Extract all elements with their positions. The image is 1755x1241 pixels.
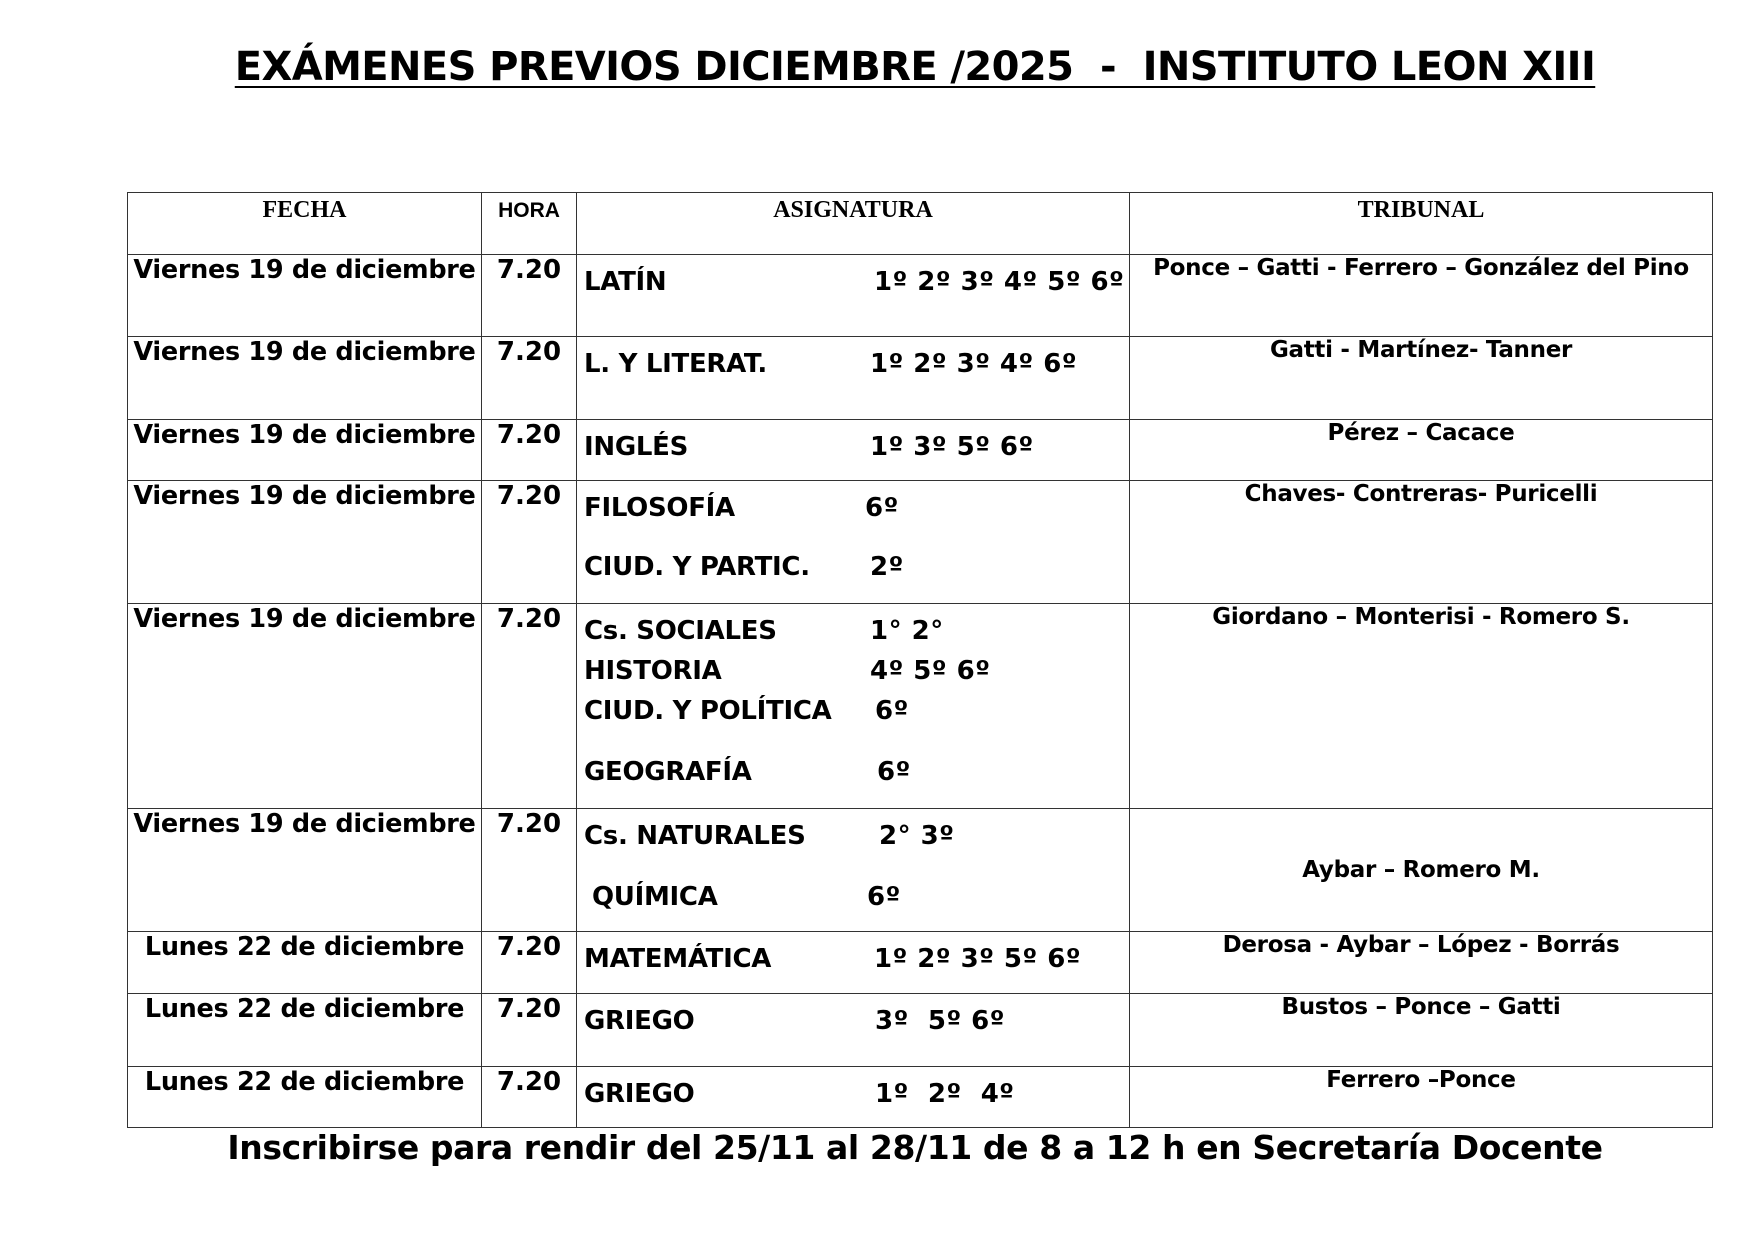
tribunal-cell: Bustos – Ponce – Gatti xyxy=(1130,994,1713,1067)
table-row xyxy=(128,809,1713,932)
hora-cell: 7.20 xyxy=(482,255,577,337)
table-row xyxy=(128,420,1713,481)
tribunal-cell: Pérez – Cacace xyxy=(1130,420,1713,481)
subject-entry xyxy=(577,749,1129,789)
subject-courses: 6º xyxy=(867,882,901,912)
header-hora: HORA xyxy=(482,193,577,255)
table-row xyxy=(128,604,1713,809)
subject-courses: 1º 3º 5º 6º xyxy=(870,432,1034,462)
fecha-cell: Viernes 19 de diciembre xyxy=(128,809,482,932)
fecha-cell: Lunes 22 de diciembre xyxy=(128,932,482,994)
exam-schedule-table xyxy=(127,192,1713,1128)
subject-name: QUÍMICA xyxy=(592,882,718,912)
subject-entry xyxy=(577,998,1129,1038)
subject-name: INGLÉS xyxy=(584,432,689,462)
hora-cell: 7.20 xyxy=(482,420,577,481)
table-header-row xyxy=(128,193,1713,255)
hora-cell: 7.20 xyxy=(482,932,577,994)
asignatura-cell xyxy=(577,255,1130,337)
hora-cell: 7.20 xyxy=(482,994,577,1067)
subject-courses: 1º 2º 3º 5º 6º xyxy=(874,944,1081,974)
registration-note: Inscribirse para rendir del 25/11 al 28/11 de 8 a 12 h en Secretaría Docente xyxy=(227,1128,1603,1167)
page-title: EXÁMENES PREVIOS DICIEMBRE /2025 - INSTITUTO LEON XIII xyxy=(234,44,1596,90)
fecha-cell: Viernes 19 de diciembre xyxy=(128,337,482,420)
table-row xyxy=(128,481,1713,604)
subject-courses: 1º 2º 4º xyxy=(875,1079,1015,1109)
subject-entry xyxy=(577,874,1129,914)
subject-courses: 4º 5º 6º xyxy=(870,656,991,686)
subject-entry xyxy=(577,688,1129,728)
header-asignatura: ASIGNATURA xyxy=(577,193,1130,255)
subject-entry xyxy=(577,936,1129,976)
table-row xyxy=(128,932,1713,994)
subject-name: FILOSOFÍA xyxy=(584,493,735,523)
tribunal-cell: Ponce – Gatti - Ferrero – González del Pino xyxy=(1130,255,1713,337)
subject-courses: 1° 2° xyxy=(870,616,944,646)
tribunal-cell: Giordano – Monterisi - Romero S. xyxy=(1130,604,1713,809)
asignatura-cell xyxy=(577,420,1130,481)
subject-name: HISTORIA xyxy=(584,656,722,686)
subject-courses: 2° 3º xyxy=(879,821,955,851)
tribunal-cell: Aybar – Romero M. xyxy=(1130,809,1713,932)
fecha-cell: Viernes 19 de diciembre xyxy=(128,420,482,481)
fecha-cell: Viernes 19 de diciembre xyxy=(128,604,482,809)
asignatura-cell xyxy=(577,1067,1130,1128)
subject-courses: 1º 2º 3º 4º 5º 6º xyxy=(874,267,1125,297)
asignatura-cell xyxy=(577,604,1130,809)
subject-courses: 3º 5º 6º xyxy=(875,1006,1005,1036)
subject-courses: 6º xyxy=(875,696,909,726)
asignatura-cell xyxy=(577,809,1130,932)
subject-entry xyxy=(577,608,1129,648)
hora-cell: 7.20 xyxy=(482,1067,577,1128)
table-row xyxy=(128,255,1713,337)
asignatura-cell xyxy=(577,932,1130,994)
fecha-cell: Lunes 22 de diciembre xyxy=(128,994,482,1067)
subject-entry xyxy=(577,544,1129,584)
asignatura-cell xyxy=(577,337,1130,420)
subject-entry xyxy=(577,1071,1129,1111)
table-row xyxy=(128,337,1713,420)
subject-name: CIUD. Y POLÍTICA xyxy=(584,696,832,726)
asignatura-cell xyxy=(577,994,1130,1067)
tribunal-cell: Chaves- Contreras- Puricelli xyxy=(1130,481,1713,604)
asignatura-cell xyxy=(577,481,1130,604)
subject-name: L. Y LITERAT. xyxy=(584,349,768,379)
table-row xyxy=(128,1067,1713,1128)
subject-name: GRIEGO xyxy=(584,1079,695,1109)
tribunal-cell: Gatti - Martínez- Tanner xyxy=(1130,337,1713,420)
tribunal-cell: Ferrero –Ponce xyxy=(1130,1067,1713,1128)
subject-name: LATÍN xyxy=(584,267,667,297)
subject-name: CIUD. Y PARTIC. xyxy=(584,552,810,582)
subject-courses: 6º xyxy=(877,757,911,787)
hora-cell: 7.20 xyxy=(482,481,577,604)
subject-name: Cs. NATURALES xyxy=(584,821,806,851)
tribunal-cell: Derosa - Aybar – López - Borrás xyxy=(1130,932,1713,994)
hora-cell: 7.20 xyxy=(482,809,577,932)
subject-courses: 2º xyxy=(870,552,904,582)
subject-courses: 6º xyxy=(865,493,899,523)
fecha-cell: Viernes 19 de diciembre xyxy=(128,255,482,337)
hora-cell: 7.20 xyxy=(482,337,577,420)
subject-entry xyxy=(577,424,1129,464)
subject-entry xyxy=(577,648,1129,688)
fecha-cell: Viernes 19 de diciembre xyxy=(128,481,482,604)
subject-courses: 1º 2º 3º 4º 6º xyxy=(870,349,1077,379)
subject-name: MATEMÁTICA xyxy=(584,944,772,974)
header-tribunal: TRIBUNAL xyxy=(1130,193,1713,255)
subject-entry xyxy=(577,341,1129,381)
table-row xyxy=(128,994,1713,1067)
header-fecha: FECHA xyxy=(128,193,482,255)
subject-name: GRIEGO xyxy=(584,1006,695,1036)
hora-cell: 7.20 xyxy=(482,604,577,809)
subject-name: Cs. SOCIALES xyxy=(584,616,777,646)
subject-name: GEOGRAFÍA xyxy=(584,757,752,787)
subject-entry xyxy=(577,485,1129,525)
subject-entry xyxy=(577,259,1129,299)
subject-entry xyxy=(577,813,1129,853)
fecha-cell: Lunes 22 de diciembre xyxy=(128,1067,482,1128)
